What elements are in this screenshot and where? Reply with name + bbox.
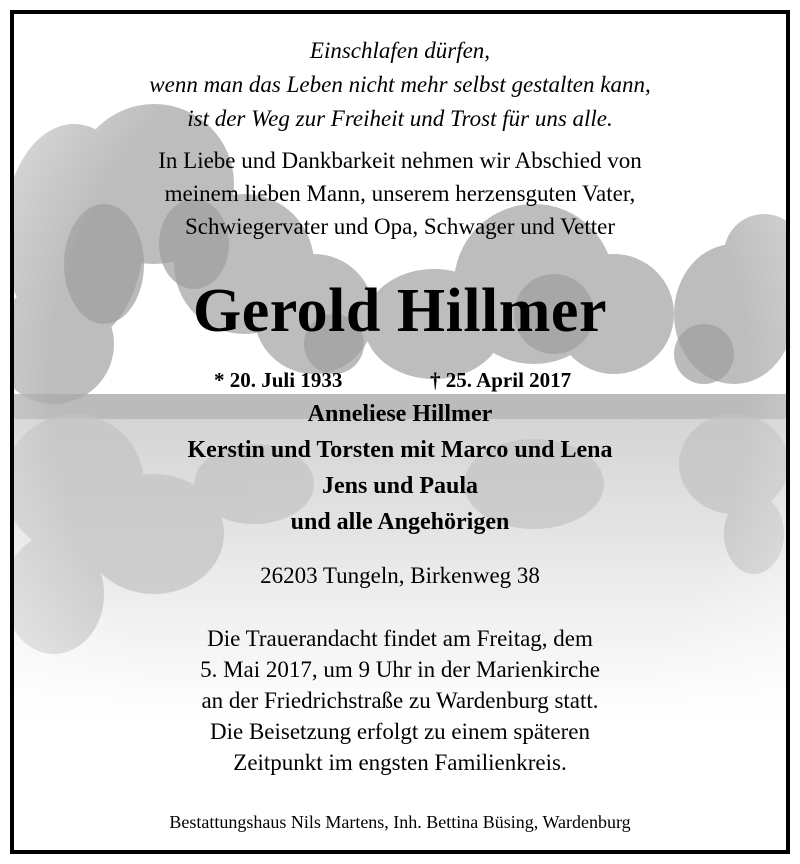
obituary-frame [10,10,790,854]
family-line-4: und alle Angehörigen [290,509,510,535]
verse-line-3: ist der Weg zur Freiheit und Trost für uns alle. [187,106,613,131]
family-line-2: Kerstin und Torsten mit Marco und Lena [187,437,613,463]
ceremony-line-2: 5. Mai 2017, um 9 Uhr in der Marienkirche [200,657,600,682]
intro-line-1: In Liebe und Dankbarkeit nehmen wir Abschied von [158,148,642,173]
intro-line-2: meinem lieben Mann, unserem herzensguten Vater, [164,181,636,206]
birth-date: * 20. Juli 1933 [214,368,343,392]
funeral-home-footer: Bestattungshaus Nils Martens, Inh. Bettina Büsing, Wardenburg [169,812,631,832]
deceased-name: Gerold Hillmer [193,277,607,345]
verse-line-1: Einschlafen dürfen, [309,38,491,63]
family-line-3: Jens und Paula [321,473,479,499]
ceremony-line-4: Die Beisetzung erfolgt zu einem späteren [210,719,590,744]
life-dates [214,368,614,394]
ceremony-line-3: an der Friedrichstraße zu Wardenburg statt. [201,688,599,713]
intro-line-3: Schwiegervater und Opa, Schwager und Vetter [184,214,616,239]
ceremony-line-1: Die Trauerandacht findet am Freitag, dem [207,626,593,651]
death-date: † 25. April 2017 [430,368,572,392]
verse-line-2: wenn man das Leben nicht mehr selbst gestalten kann, [149,72,651,97]
address: 26203 Tungeln, Birkenweg 38 [260,563,540,588]
family-line-1: Anneliese Hillmer [307,401,493,427]
ceremony-line-5: Zeitpunkt im engsten Familienkreis. [233,750,567,775]
